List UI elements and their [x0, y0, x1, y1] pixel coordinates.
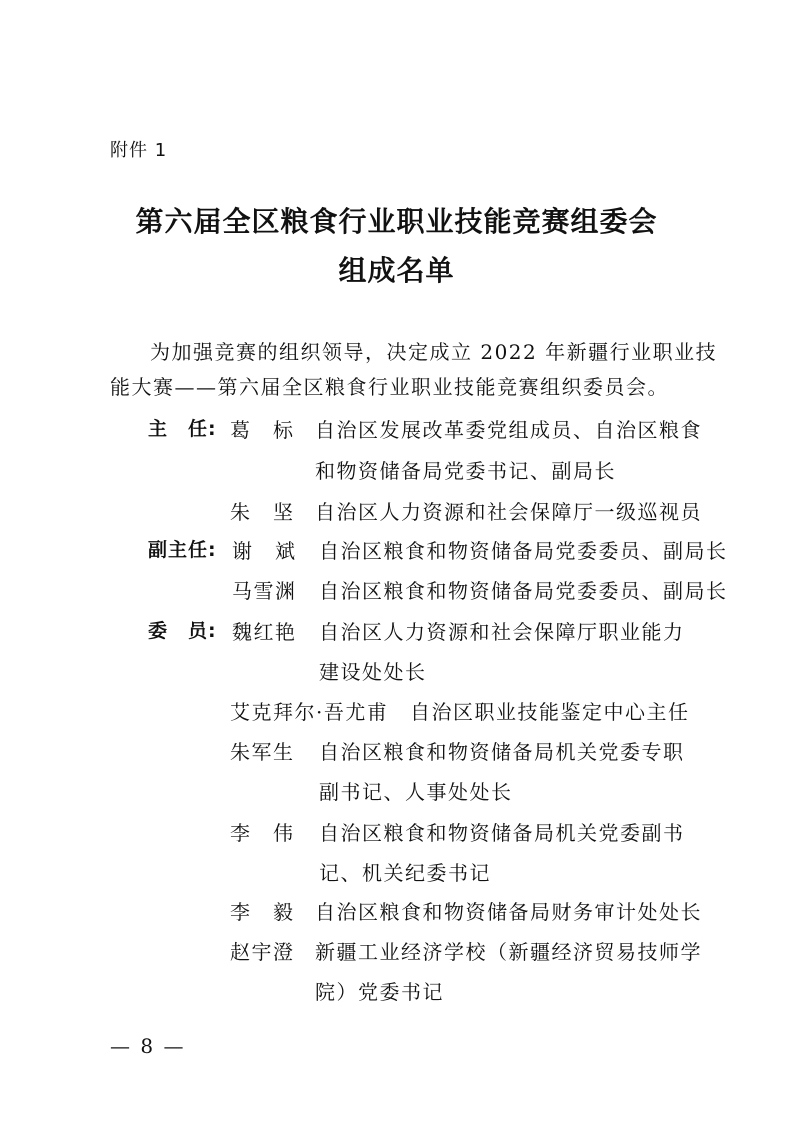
member-desc: 自治区职业技能鉴定中心主任 — [410, 700, 690, 724]
role-member: 委 员: — [148, 620, 217, 642]
page-number: — 8 — — [110, 1034, 186, 1058]
intro-line-2: 能大赛——第六届全区粮食行业职业技能竞赛组织委员会。 — [110, 375, 669, 399]
member-name: 李 毅 — [230, 900, 295, 924]
member-desc: 自治区粮食和物资储备局财务审计处处长 — [315, 900, 702, 924]
member-name: 朱 坚 — [230, 500, 295, 524]
role-deputy: 副主任: — [148, 539, 217, 561]
member-desc: 自治区粮食和物资储备局机关党委专职 — [319, 740, 685, 764]
member-name: 朱军生 — [230, 740, 295, 764]
member-desc: 自治区发展改革委党组成员、自治区粮食 — [315, 418, 702, 442]
member-name: 艾克拜尔·吾尤甫 — [230, 700, 389, 724]
member-desc: 自治区粮食和物资储备局党委委员、副局长 — [319, 539, 728, 563]
member-desc: 自治区粮食和物资储备局党委委员、副局长 — [319, 579, 728, 603]
member-desc-cont: 建设处处长 — [319, 660, 427, 684]
title-line-2: 组成名单 — [338, 254, 455, 287]
role-director: 主 任: — [148, 418, 217, 440]
member-name: 葛 标 — [230, 418, 295, 442]
member-desc: 新疆工业经济学校（新疆经济贸易技师学 — [315, 940, 702, 964]
member-desc-cont: 副书记、人事处处长 — [319, 780, 513, 804]
title-line-1: 第六届全区粮食行业职业技能竞赛组委会 — [135, 205, 658, 238]
attachment-label: 附件 1 — [110, 140, 168, 161]
member-desc: 自治区人力资源和社会保障厅职业能力 — [319, 620, 685, 644]
intro-line-1: 为加强竞赛的组织领导，决定成立 2022 年新疆行业职业技 — [150, 340, 718, 364]
member-desc-cont: 院）党委书记 — [315, 980, 444, 1004]
member-desc: 自治区人力资源和社会保障厅一级巡视员 — [315, 500, 702, 524]
member-desc-cont: 和物资储备局党委书记、副局长 — [315, 459, 616, 483]
member-desc-cont: 记、机关纪委书记 — [319, 861, 491, 885]
member-desc: 自治区粮食和物资储备局机关党委副书 — [319, 821, 685, 845]
member-name: 马雪渊 — [232, 579, 297, 603]
member-name: 赵宇澄 — [230, 940, 295, 964]
member-name: 李 伟 — [230, 821, 295, 845]
member-name: 魏红艳 — [232, 620, 297, 644]
member-name: 谢 斌 — [232, 539, 297, 563]
